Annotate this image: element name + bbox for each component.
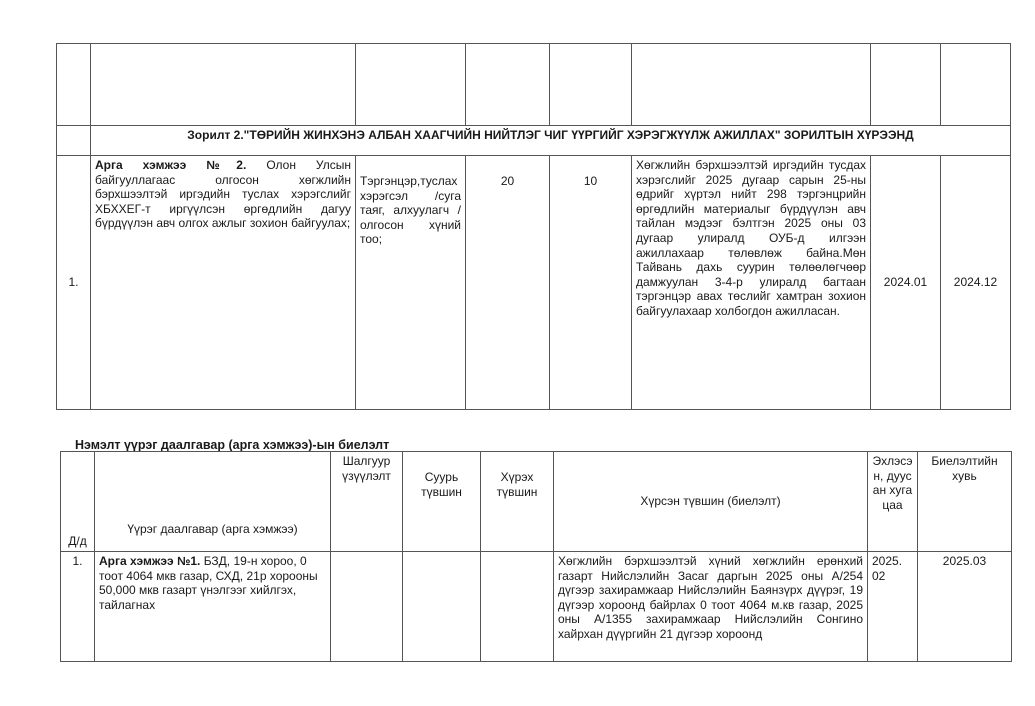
header-row <box>61 452 1012 552</box>
row-number: 1. <box>61 552 95 662</box>
start-date-cell: 2024.01 <box>871 156 941 410</box>
table-row <box>57 156 1011 410</box>
goal-text: Зорилт 2."ТӨРИЙН ЖИНХЭНЭ АЛБАН ХААГЧИЙН НИЙТЛЭГ ЧИГ ҮҮРГИЙГ ХЭРЭГЖҮҮЛЖ АЖИЛЛАХ" ЗОРИЛТЫН ХҮРЭЭНД <box>91 126 1011 156</box>
measure-cell <box>91 156 356 410</box>
header-result: Хүрсэн түвшин (биелэлт) <box>554 452 868 552</box>
table-row <box>61 552 1012 662</box>
goal-row <box>57 126 1011 156</box>
baseline-cell: 20 <box>466 156 550 410</box>
header-performance: Биелэлтийн хувь <box>918 452 1012 552</box>
blank-row <box>57 44 1011 126</box>
section-heading: Нэмэлт үүрэг даалгавар (арга хэмжээ)-ын биелэлт <box>75 438 390 452</box>
target-cell: 10 <box>550 156 632 410</box>
indicator-cell: Тэргэнцэр,туслах хэрэгсэл /суга таяг, алхуулагч / олгосон хүний тоо; <box>356 156 466 410</box>
task-label: Арга хэмжээ №1. <box>99 554 201 568</box>
end-date-cell: 2025.03 <box>918 552 1012 662</box>
task-cell <box>95 552 331 662</box>
header-target: Хүрэх түвшин <box>481 452 554 552</box>
header-start-end: Эхлэсэн, дуусан хугацаа <box>868 452 918 552</box>
task-text: БЗД, 19-н хороо, 0 тоот 4064 мкв газар, СХД, 21р хорооны 50,000 мкв газарт үнэлгээг хийлгэх, тайлагнах <box>99 554 318 612</box>
baseline-cell <box>403 552 481 662</box>
row-number: 1. <box>57 156 91 410</box>
header-number: Д/д <box>61 452 95 552</box>
target-cell <box>481 552 554 662</box>
end-date-cell: 2024.12 <box>941 156 1011 410</box>
header-indicator: Шалгуур үзүүлэлт <box>331 452 403 552</box>
measure-label: Арга хэмжээ №2. <box>95 158 247 172</box>
measure-text: Олон Улсын байгууллагаас олгосон хөгжлийн бэрхшээлтэй иргэдийн туслах хэрэгслийг ХБХХЕГ-т иргүүлсэн өргөдлийн дагуу бүрдүүлэн авч олгох ажлыг зохион байгуулах; <box>95 158 352 231</box>
additional-tasks-table <box>60 451 1012 662</box>
indicator-cell <box>331 552 403 662</box>
start-date-cell: 2025. 02 <box>868 552 918 662</box>
result-cell: Хөгжлийн бэрхшээлтэй иргэдийн тусдах хэрэгслийг 2025 дугаар сарын 25-ны өдрийг хүртэл нийт 298 тэргэнцрийн өргөдлийн материалыг бүрдүүлэн авч тайлан мэдээг бэлтгэн 2025 оны 03 дугаар улиралд ОУБ-д илгээн ажиллахаар төлөвлөж байна.Мөн Тайвань дахь суурин төлөөлөгчөөр дамжуулан 3-4-р улиралд багтаан тэргэнцэр авах төслийг хамтран зохион байгуулахаар холбогдон ажилласан. <box>632 156 871 410</box>
header-baseline: Суурь түвшин <box>403 452 481 552</box>
header-task: Үүрэг даалгавар (арга хэмжээ) <box>95 452 331 552</box>
measures-table-top <box>56 43 1011 410</box>
result-cell: Хөгжлийн бэрхшээлтэй хүний хөгжлийн ерөнхий газарт Нийслэлийн Засаг даргын 2025 оны А/254 дүгээр захирамжаар Нийслэлийн Баянзүрх дүүрэг, 19 дүгээр хороонд байрлах 0 тоот 4064 м.кв газар, 2025 оны А/1355 захирамжаар Нийслэлийн Сонгино хайрхан дүүргийн 21 дүгээр хороонд <box>554 552 868 662</box>
